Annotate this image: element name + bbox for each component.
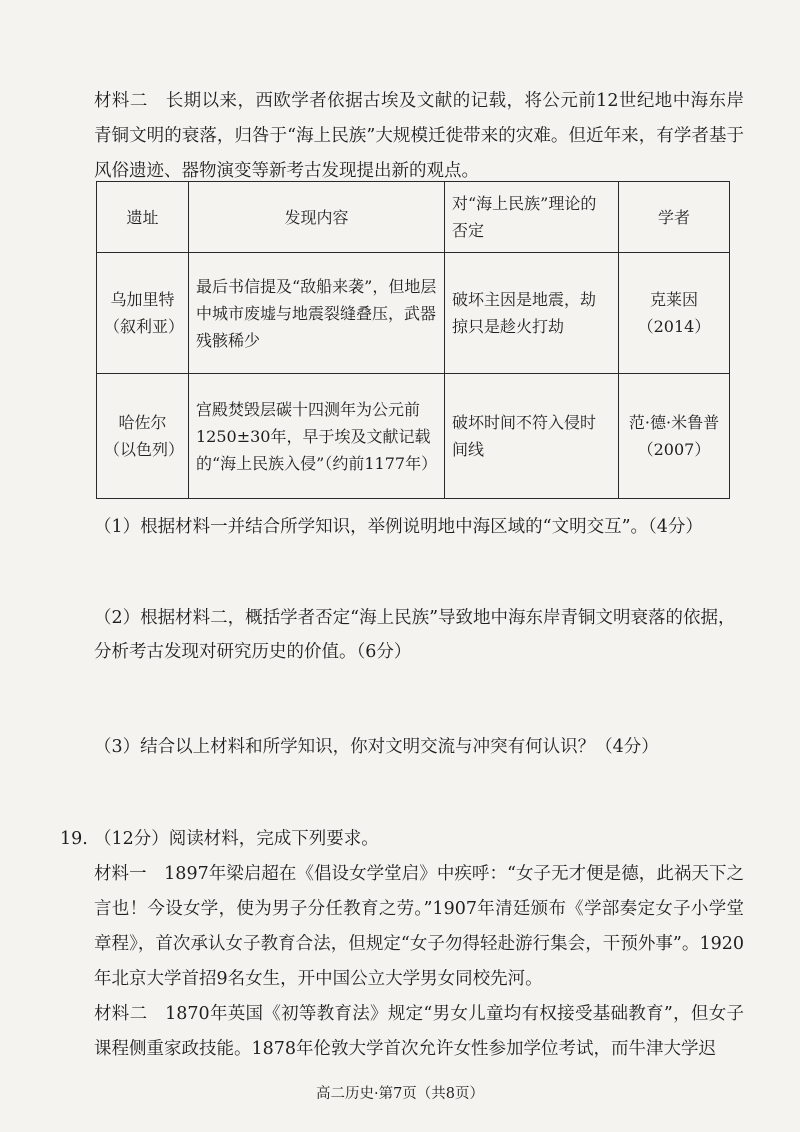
question-3: （3）结合以上材料和所学知识，你对文明交流与冲突有何认识？（4分） [94,737,659,757]
header-negation: 对“海上民族”理论的否定 [445,182,619,253]
cell-site: 哈佐尔（以色列） [97,374,189,499]
archaeology-table [96,181,730,499]
header-finding: 发现内容 [189,182,445,253]
header-site: 遗址 [97,182,189,253]
q19-material-two: 材料二 1870年英国《初等教育法》规定“男女儿童均有权接受基础教育”，但女子课程侧重家政技能。1878年伦敦大学首次允许女性参加学位考试，而牛津大学迟 [94,1004,744,1059]
question-19-intro: （12分）阅读材料，完成下列要求。 [94,829,379,849]
question-19-number: 19. [60,829,88,849]
q19-material-one: 材料一 1897年梁启超在《倡设女学堂启》中疾呼：“女子无才便是德，此祸天下之言也！今设女学，使为男子分任教育之劳。”1907年清廷颁布《学部奏定女子小学堂章程》，首次承认女子教育合法，但规定“女子勿得轻赴游行集会，干预外事”。1920年北京大学首招9名女生，开中国公立大学男女同校先河。 [94,864,744,989]
question-2: （2）根据材料二，概括学者否定“海上民族”导致地中海东岸青铜文明衰落的依据，分析考古发现对研究历史的价值。（6分） [94,608,736,662]
table-header-row [97,182,730,253]
table-row [97,374,730,499]
cell-scholar: 范·德·米鲁普（2007） [619,374,730,499]
question-1: （1）根据材料一并结合所学知识，举例说明地中海区域的“文明交互”。（4分） [94,517,703,537]
page-footer: 高二历史·第7页（共8页） [315,1086,485,1102]
header-scholar: 学者 [619,182,730,253]
table-row [97,253,730,374]
material-two-text: 材料二 长期以来，西欧学者依据古埃及文献的记载，将公元前12世纪地中海东岸青铜文明的衰落，归咎于“海上民族”大规模迁徙带来的灾难。但近年来，有学者基于风俗遗迹、器物演变等新考古发现提出新的观点。 [94,91,744,181]
cell-finding: 宫殿焚毁层碳十四测年为公元前1250±30年，早于埃及文献记载的“海上民族入侵”（约前1177年） [189,374,445,499]
cell-site: 乌加里特（叙利亚） [97,253,189,374]
cell-negation: 破坏主因是地震，劫掠只是趁火打劫 [445,253,619,374]
cell-finding: 最后书信提及“敌船来袭”，但地层中城市废墟与地震裂缝叠压，武器残骸稀少 [189,253,445,374]
cell-scholar: 克莱因（2014） [619,253,730,374]
cell-negation: 破坏时间不符入侵时间线 [445,374,619,499]
